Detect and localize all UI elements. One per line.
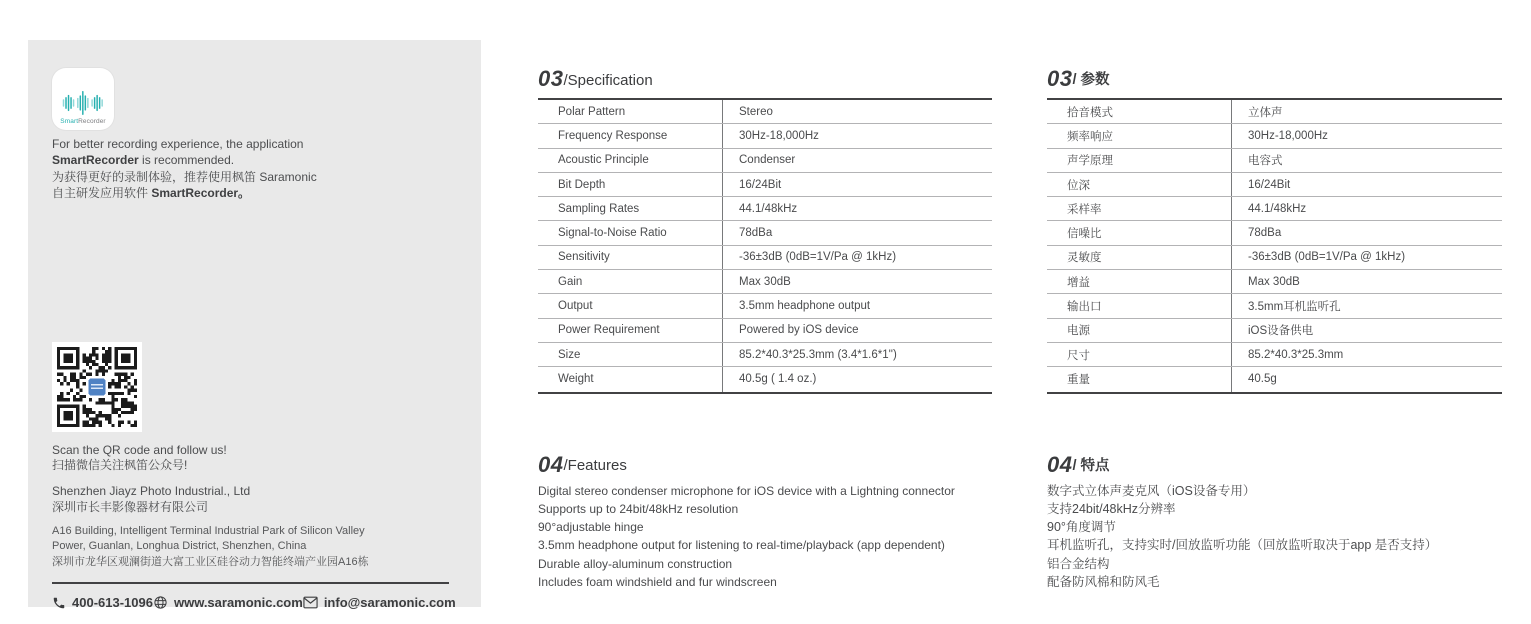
spec-row <box>1047 221 1502 245</box>
spec-value: 电容式 <box>1248 155 1283 168</box>
spec-value: 40.5g <box>1248 373 1277 386</box>
spec-label: Power Requirement <box>538 319 723 342</box>
section-heading-parameters <box>1047 60 1502 98</box>
company-name-cn: 深圳市长丰影像器材有限公司 <box>52 499 209 514</box>
contact-row <box>52 595 456 611</box>
spec-value: 30Hz-18,000Hz <box>1248 129 1328 142</box>
spec-table-en <box>538 98 992 394</box>
spec-label: 输出口 <box>1047 294 1232 317</box>
spec-label: Acoustic Principle <box>538 149 723 172</box>
spec-value: 44.1/48kHz <box>1248 202 1307 215</box>
spec-value: iOS设备供电 <box>1248 325 1314 338</box>
spec-row <box>1047 319 1502 343</box>
spec-label: Frequency Response <box>538 124 723 147</box>
intro-en-line1: For better recording experience, the application <box>52 137 304 151</box>
feature-item: Durable alloy-aluminum construction <box>538 556 733 571</box>
phone-number: 400-613-1096 <box>72 595 153 611</box>
website-url: www.saramonic.com <box>173 595 303 611</box>
contact-website <box>153 595 303 610</box>
features-list-cn <box>1047 482 1502 592</box>
spec-row <box>538 124 992 148</box>
spec-row <box>1047 343 1502 367</box>
feature-item: Digital stereo condenser microphone for iOS device with a Lightning connector <box>538 483 955 498</box>
qr-caption-en: Scan the QR code and follow us! <box>52 442 227 457</box>
feature-item: 耳机监听孔，支持实时/回放监听功能（回放监听取决于app 是否支持） <box>1047 538 1438 553</box>
spec-row <box>1047 246 1502 270</box>
spec-value: 3.5mm headphone output <box>739 300 871 313</box>
intro-cn-line1: 为获得更好的录制体验，推荐使用枫笛 Saramonic <box>52 169 317 184</box>
section-number: 04 <box>538 451 564 477</box>
spec-value: 44.1/48kHz <box>739 202 798 215</box>
phone-icon <box>52 596 66 610</box>
spec-value: 30Hz-18,000Hz <box>739 129 819 142</box>
qr-code <box>52 342 142 432</box>
intro-en-appname: SmartRecorder <box>52 153 139 168</box>
spec-label: 拾音模式 <box>1047 100 1232 123</box>
app-recommendation-text <box>52 136 457 202</box>
spec-label: Weight <box>538 367 723 391</box>
spec-row <box>538 100 992 124</box>
qr-code-image <box>57 347 137 427</box>
spec-value: 85.2*40.3*25.3mm <box>1248 348 1344 361</box>
spec-row <box>538 197 992 221</box>
spec-label: 声学原理 <box>1047 149 1232 172</box>
spec-label: 位深 <box>1047 173 1232 196</box>
spec-row <box>538 343 992 367</box>
spec-label: 电源 <box>1047 319 1232 342</box>
company-name <box>52 483 457 515</box>
spec-label: 频率响应 <box>1047 124 1232 147</box>
feature-item: 90°角度调节 <box>1047 520 1116 535</box>
section-title: / 特点 <box>1072 457 1110 474</box>
intro-cn-line2: 自主研发应用软件 <box>52 186 152 201</box>
spec-label: Sensitivity <box>538 246 723 269</box>
spec-label: 重量 <box>1047 367 1232 391</box>
spec-row <box>1047 367 1502 391</box>
spec-value: 85.2*40.3*25.3mm (3.4*1.6*1'') <box>739 348 897 361</box>
spec-row <box>538 270 992 294</box>
spec-value: 78dBa <box>1248 227 1282 240</box>
section-title: /Specification <box>563 71 653 89</box>
spec-value: 立体声 <box>1248 106 1283 119</box>
address-en-line2: Power, Guanlan, Longhua District, Shenzhen, China <box>52 540 307 553</box>
spec-value: -36±3dB (0dB=1V/Pa @ 1kHz) <box>1248 251 1406 264</box>
spec-row <box>538 367 992 391</box>
spec-label: Output <box>538 294 723 317</box>
email-icon <box>303 596 318 609</box>
spec-value: Max 30dB <box>1248 275 1300 288</box>
section-number: 03 <box>1047 66 1073 91</box>
spec-row <box>538 149 992 173</box>
company-name-en: Shenzhen Jiayz Photo Industrial., Ltd <box>52 483 251 498</box>
app-icon-label: SmartRecorder <box>60 118 106 125</box>
spec-label: Gain <box>538 270 723 293</box>
spec-row <box>538 294 992 318</box>
spec-row <box>538 173 992 197</box>
spec-row <box>1047 124 1502 148</box>
spec-row <box>1047 149 1502 173</box>
contact-phone <box>52 595 153 610</box>
spec-row <box>1047 197 1502 221</box>
qr-center-logo <box>88 377 107 396</box>
company-address <box>52 524 457 571</box>
spec-label: 信噪比 <box>1047 221 1232 244</box>
spec-value: 16/24Bit <box>1248 178 1291 191</box>
qr-caption <box>52 443 457 474</box>
spec-label: 尺寸 <box>1047 343 1232 366</box>
section-heading-features-cn <box>1047 446 1502 476</box>
feature-item: Supports up to 24bit/48kHz resolution <box>538 501 739 516</box>
spec-label: Polar Pattern <box>538 100 723 123</box>
spec-value: 16/24Bit <box>739 178 782 191</box>
globe-icon <box>153 595 168 610</box>
intro-en-rest: is recommended. <box>138 153 235 168</box>
section-heading-specification <box>538 60 992 98</box>
spec-row <box>1047 100 1502 124</box>
spec-value: 78dBa <box>739 227 773 240</box>
spec-label: Bit Depth <box>538 173 723 196</box>
feature-item: 90°adjustable hinge <box>538 520 644 535</box>
feature-item: 支持24bit/48kHz分辨率 <box>1047 501 1176 516</box>
spec-value: Max 30dB <box>739 275 791 288</box>
features-list-en <box>538 482 992 592</box>
spec-label: 采样率 <box>1047 197 1232 220</box>
spec-value: -36±3dB (0dB=1V/Pa @ 1kHz) <box>739 251 897 264</box>
section-heading-features <box>538 446 992 476</box>
section-number: 03 <box>538 66 564 91</box>
section-title: / 参数 <box>1072 72 1110 89</box>
feature-item: 数字式立体声麦克风（iOS设备专用） <box>1047 483 1256 498</box>
email-address: info@saramonic.com <box>323 595 456 611</box>
spec-row <box>538 221 992 245</box>
spec-column-en <box>538 60 992 591</box>
spec-label: Sampling Rates <box>538 197 723 220</box>
feature-item: Includes foam windshield and fur windscreen <box>538 575 777 590</box>
spec-row <box>1047 173 1502 197</box>
spec-value: Powered by iOS device <box>739 324 859 337</box>
section-title: /Features <box>563 457 627 475</box>
address-cn: 深圳市龙华区观澜街道大富工业区硅谷动力智能终端产业园A16栋 <box>52 555 369 568</box>
spec-row <box>1047 270 1502 294</box>
qr-caption-cn: 扫描微信关注枫笛公众号! <box>52 458 188 473</box>
spec-row <box>538 246 992 270</box>
left-info-panel <box>28 40 481 611</box>
section-number: 04 <box>1047 451 1073 477</box>
contact-email <box>303 595 456 610</box>
spec-value: Stereo <box>739 105 773 118</box>
feature-item: 3.5mm headphone output for listening to real-time/playback (app dependent) <box>538 538 945 553</box>
feature-item: 配备防风棉和防风毛 <box>1047 575 1160 590</box>
intro-cn-appname: SmartRecorder。 <box>151 186 251 201</box>
footer-divider <box>52 582 449 584</box>
spec-label: Signal-to-Noise Ratio <box>538 221 723 244</box>
audio-waveform-icon <box>60 90 106 116</box>
spec-row <box>1047 294 1502 318</box>
spec-value: Condenser <box>739 154 796 167</box>
smartrecorder-app-icon <box>52 68 114 130</box>
spec-label: 增益 <box>1047 270 1232 293</box>
spec-value: 3.5mm耳机监听孔 <box>1248 301 1341 314</box>
spec-label: 灵敏度 <box>1047 246 1232 269</box>
address-en-line1: A16 Building, Intelligent Terminal Industrial Park of Silicon Valley <box>52 524 365 537</box>
spec-value: 40.5g ( 1.4 oz.) <box>739 373 817 386</box>
feature-item: 铝合金结构 <box>1047 556 1110 571</box>
spec-label: Size <box>538 343 723 366</box>
spec-column-cn <box>1047 60 1502 591</box>
spec-table-cn <box>1047 98 1502 394</box>
spec-row <box>538 319 992 343</box>
